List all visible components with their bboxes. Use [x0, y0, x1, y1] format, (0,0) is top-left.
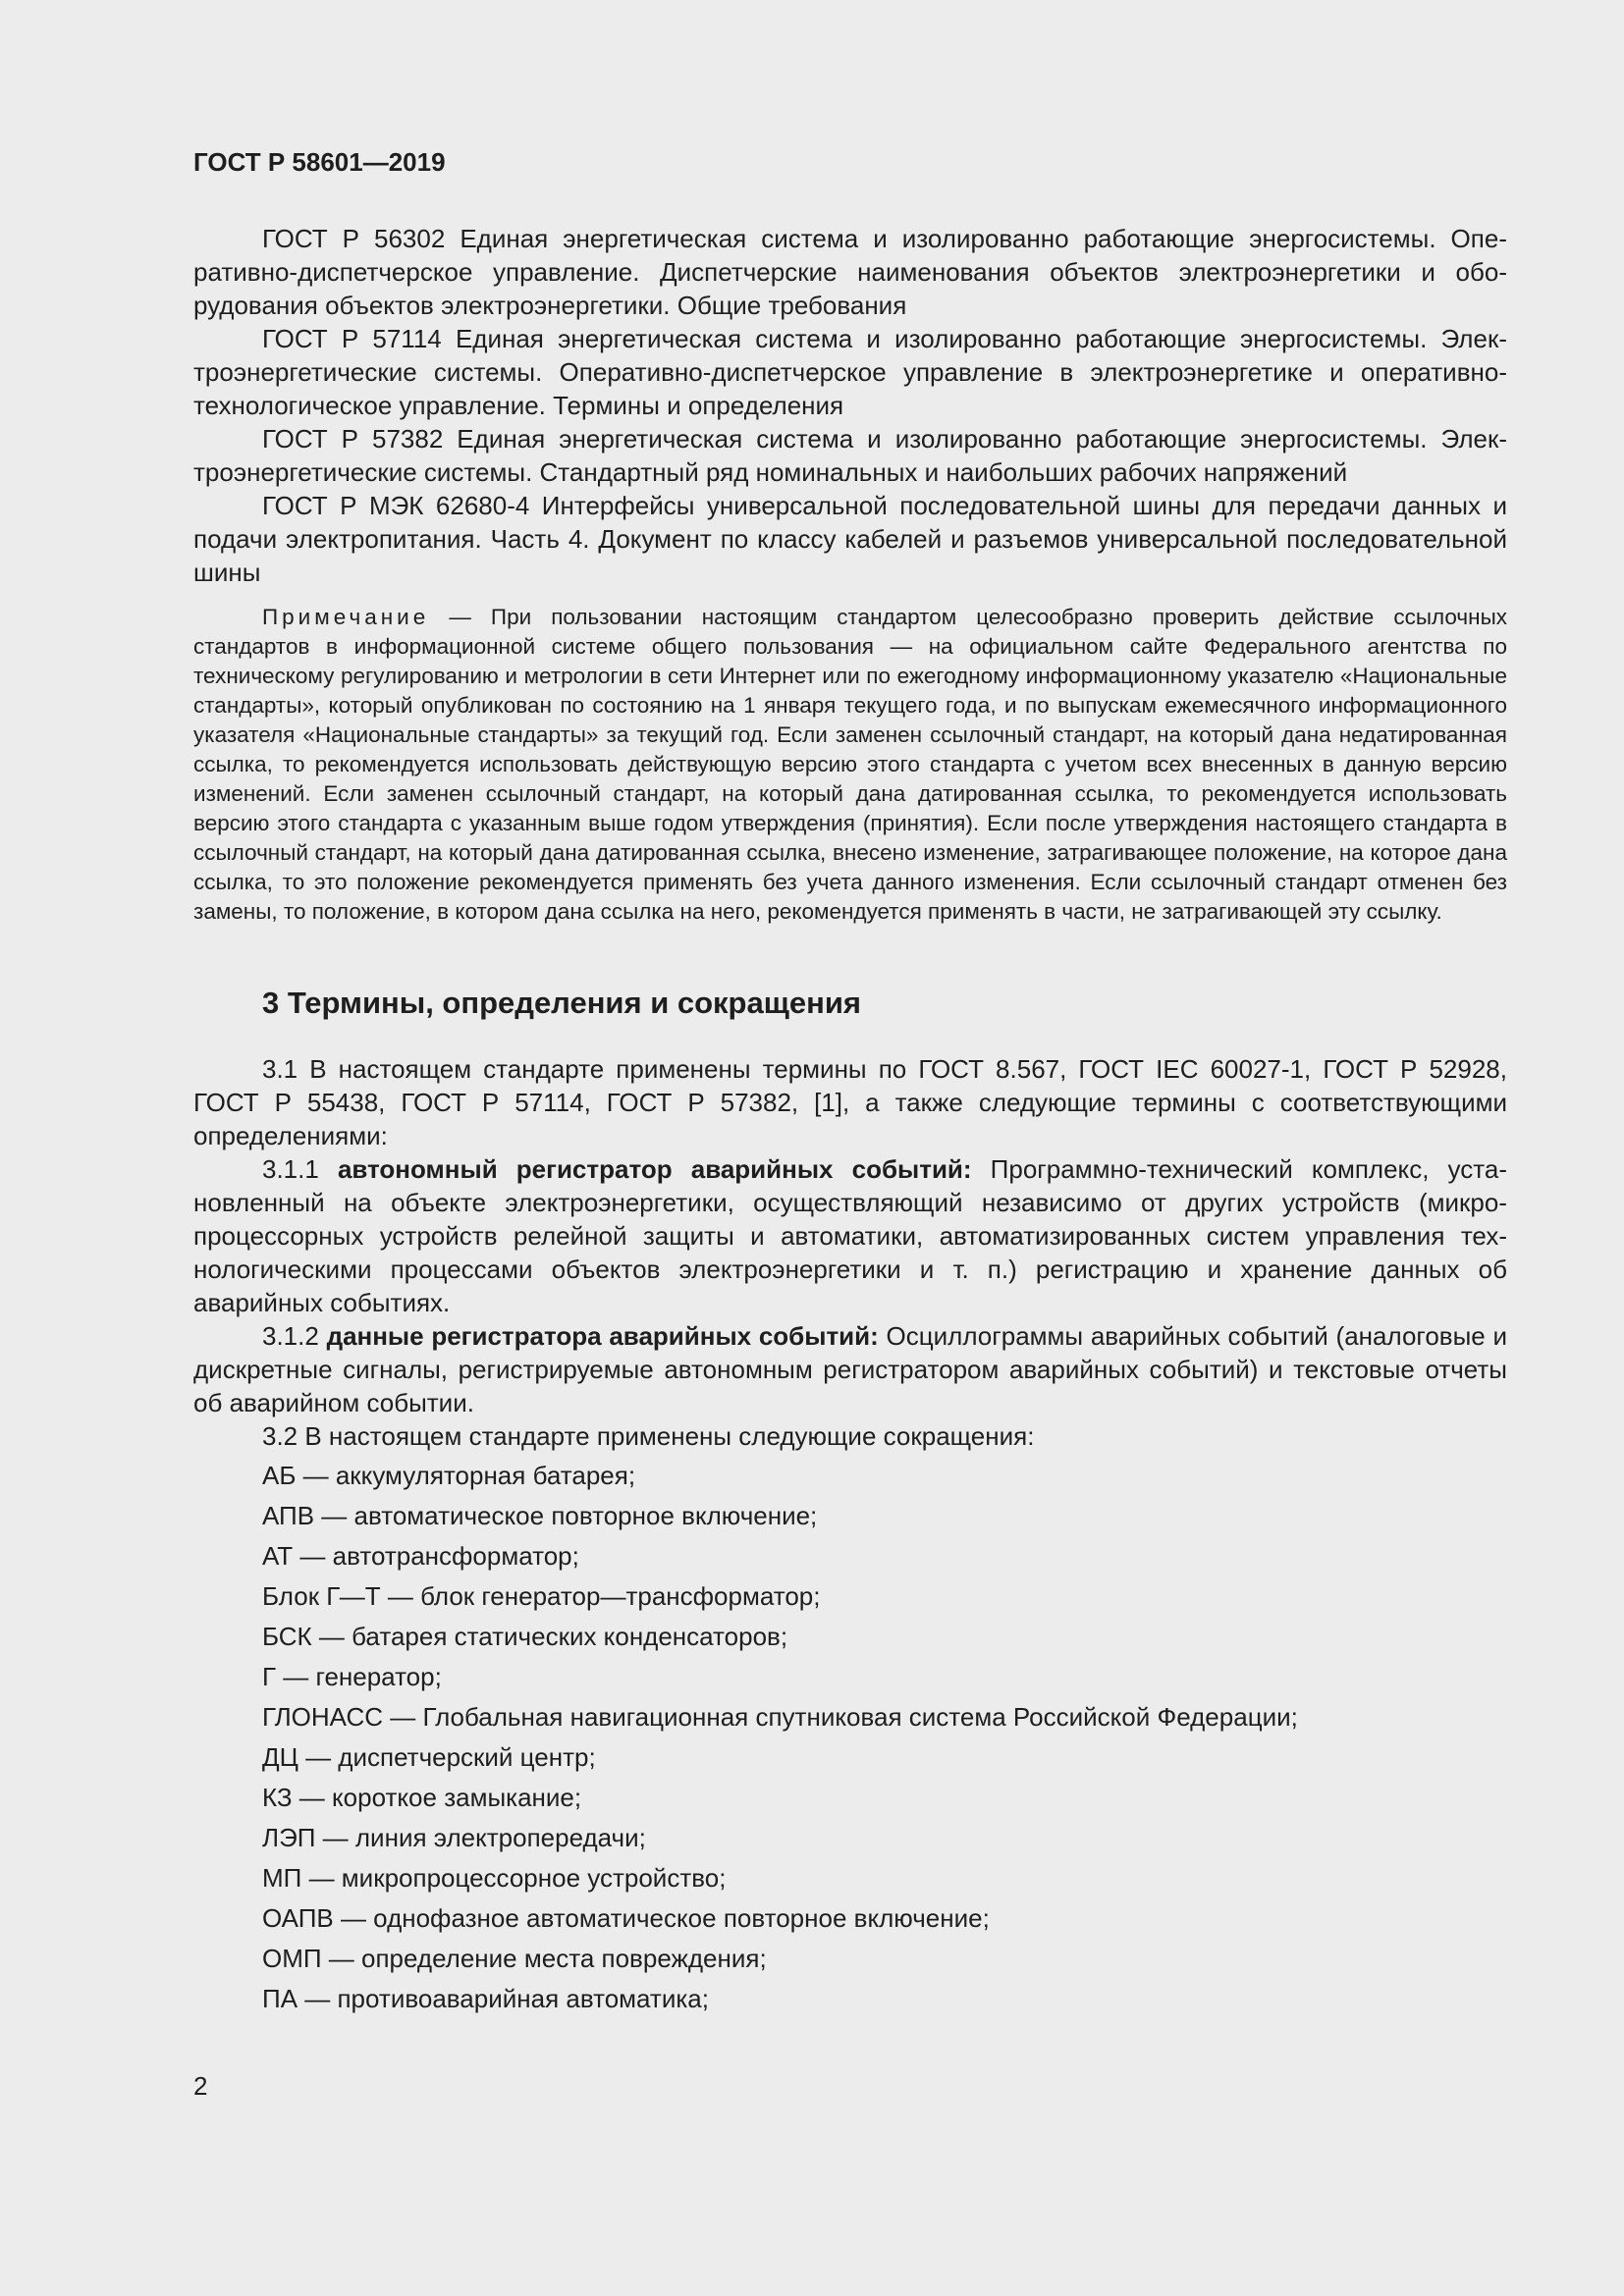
normative-references — [193, 222, 1507, 589]
abbreviation-item: ПА — противоаварийная автоматика; — [262, 1984, 709, 2013]
reference-item: ГОСТ Р 57114 Единая энергетическая система и изолированно работающие энергосистемы. Электроэнергетические системы. Оперативно-диспетчерское управление в электроэнергетике и оперативно-технологическое управление. Термины и определения — [193, 324, 1507, 420]
clause-number: 3.1.1 — [262, 1154, 338, 1184]
terms-section — [193, 1052, 1507, 1453]
abbreviation-item: ЛЭП — линия электропередачи; — [262, 1823, 646, 1852]
clause-3-1: 3.1 В настоящем стандарте применены термины по ГОСТ 8.567, ГОСТ IEC 60027-1, ГОСТ Р 52928, ГОСТ Р 55438, ГОСТ Р 57114, ГОСТ Р 57382, [1], а также следующие термины с соответствующими определениями: — [193, 1054, 1507, 1150]
abbreviation-item: БСК — батарея статических конденсаторов; — [262, 1622, 788, 1651]
term-name: автономный регистратор аварийных событий: — [337, 1154, 972, 1184]
abbreviation-item: ОМП — определение места повреждения; — [262, 1944, 767, 1973]
abbreviation-item: АТ — автотрансформатор; — [262, 1541, 579, 1571]
clause-3-1-2 — [193, 1319, 1507, 1419]
abbreviation-item: АБ — аккумуляторная батарея; — [262, 1461, 636, 1490]
abbreviation-item: ГЛОНАСС — Глобальная навигационная спутниковая система Российской Федерации; — [262, 1702, 1298, 1732]
page-number: 2 — [193, 2071, 208, 2101]
abbreviation-item: Г — генератор; — [262, 1662, 442, 1691]
note-label: Примечание — [262, 605, 430, 629]
document-code: ГОСТ Р 58601—2019 — [193, 147, 446, 177]
section-heading: 3 Термины, определения и сокращения — [262, 986, 861, 1020]
reference-item: ГОСТ Р 57382 Единая энергетическая система и изолированно работающие энергосистемы. Электроэнергетические системы. Стандартный ряд номинальных и наибольших рабочих напряжений — [193, 424, 1507, 487]
abbreviation-item: Блок Г—Т — блок генератор—трансформатор; — [262, 1581, 821, 1611]
note-text: — При пользовании настоящим стандартом целесообразно проверить действие ссылочных стандартов в информационной системе общего пользования — на официальном сайте Федерального агентства по техническому регулированию и метрологии в сети Интернет или по ежегодному информационному указателю «Национальные стандарты», который опубликован по состоянию на 1 января текущего года, и по выпускам ежемесячного информационного указателя «Национальные стандарты» за текущий год. Если заменен ссылочный стандарт, на который дана недатированная ссылка, то рекомендуется использовать действующую версию этого стандарта с учетом всех внесенных в данную версию изменений. Если заменен ссылочный стандарт, на который дана датированная ссылка, то рекомендуется использовать версию этого стандарта с указанным выше годом утверждения (принятия). Если после утверждения настоящего стандарта в ссылочный стандарт, на который дана датированная ссылка, внесено изменение, затрагивающее положение, на которое дана ссылка, то это положение рекомендуется применять без учета данного изменения. Если ссылочный стандарт отменен без замены, то положение, в котором дана ссылка на него, рекомендуется применять в части, не затрагивающей эту ссылку. — [193, 605, 1507, 924]
clause-number: 3.1.2 — [262, 1321, 327, 1351]
term-definition: Программно-технический комплекс, установленный на объекте электроэнергетики, осуществляющий независимо от других устройств (микропроцессорных устройств релейной защиты и автоматики, автоматизированных систем управления технологическими процессами объектов электроэнергетики и т. п.) регистрацию и хранение данных об аварийных событиях. — [193, 1154, 1507, 1317]
clause-3-2: 3.2 В настоящем стандарте применены следующие сокращения: — [262, 1421, 1035, 1451]
abbreviation-item: МП — микропроцессорное устройство; — [262, 1863, 727, 1893]
abbreviation-list — [193, 1459, 1507, 2015]
reference-item: ГОСТ Р МЭК 62680-4 Интерфейсы универсальной последовательной шины для передачи данных и подачи электропитания. Часть 4. Документ по классу кабелей и разъемов универсальной последовательной шины — [193, 491, 1507, 587]
abbreviation-item: КЗ — короткое замыкание; — [262, 1783, 582, 1812]
abbreviation-item: ОАПВ — однофазное автоматическое повторное включение; — [262, 1903, 990, 1933]
clause-3-1-1 — [193, 1152, 1507, 1319]
reference-item: ГОСТ Р 56302 Единая энергетическая система и изолированно работающие энергосистемы. Оперативно-диспетчерское управление. Диспетчерские наименования объектов электроэнергетики и оборудования объектов электроэнергетики. Общие требования — [193, 224, 1507, 320]
abbreviation-item: ДЦ — диспетчерский центр; — [262, 1742, 596, 1772]
abbreviation-item: АПВ — автоматическое повторное включение; — [262, 1501, 818, 1530]
term-name: данные регистратора аварийных событий: — [326, 1321, 879, 1351]
references-note — [193, 603, 1507, 927]
term-definition: Осциллограммы аварийных событий (аналоговые и дискретные сигналы, регистрируемые автономным регистратором аварийных событий) и текстовые отчеты об аварийном событии. — [193, 1321, 1507, 1417]
